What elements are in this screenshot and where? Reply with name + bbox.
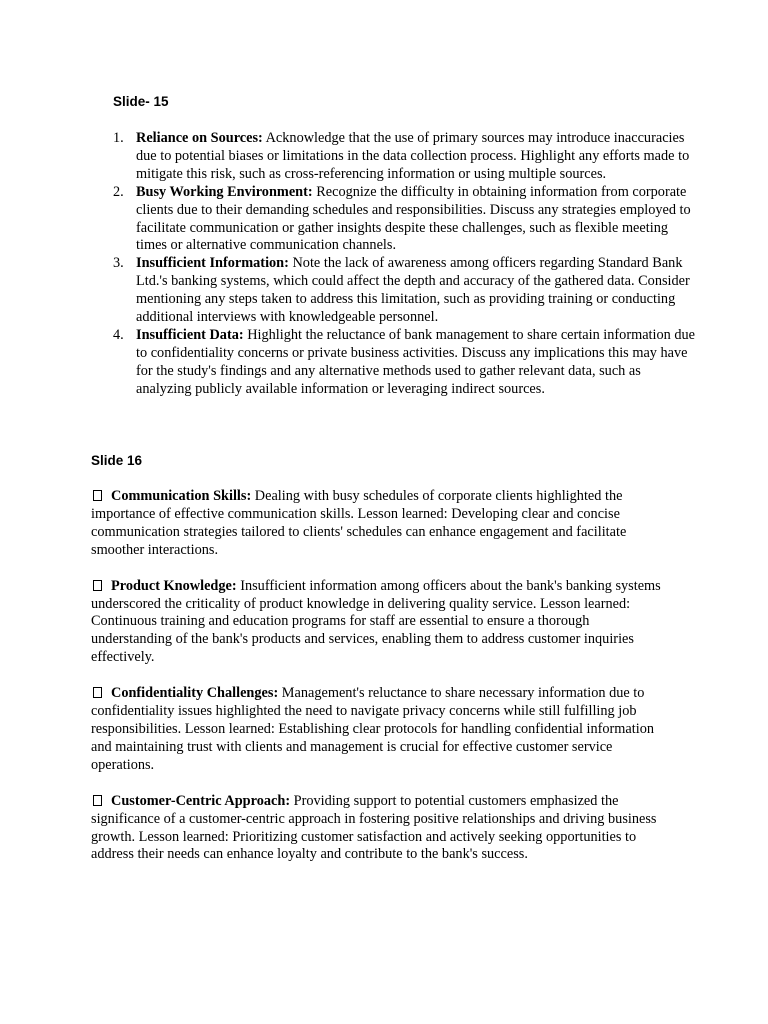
slide-16-heading: Slide 16 (91, 453, 143, 468)
slide-16-list (91, 488, 661, 882)
item-title: Customer-Centric Approach: (111, 792, 291, 809)
missing-glyph-bullet-icon (93, 490, 102, 501)
list-item (91, 578, 661, 668)
missing-glyph-bullet-icon (93, 580, 102, 591)
item-text: Providing support to potential customers emphasized the significance of a customer-centric approach in fostering positive relationships and driving business growth. Lesson learned: Prioritizing customer satisfaction and actively seeking opportunities to address their needs can enhance loyalty and contribute to the bank's success. (91, 792, 657, 863)
item-text: Note the lack of awareness among officers regarding Standard Bank Ltd.'s banking systems, which could affect the depth and accuracy of the gathered data. Consider mentioning any steps taken to address this limitation, such as providing training or conducting additional interviews with knowledgeable personnel. (136, 255, 690, 326)
item-title: Communication Skills: (111, 488, 252, 504)
item-number: 3. (113, 255, 124, 272)
list-item (91, 488, 661, 560)
missing-glyph-bullet-icon (93, 795, 102, 806)
item-text: Dealing with busy schedules of corporate clients highlighted the importance of effective communication skills. Lesson learned: Developing clear and concise communication strategies tailored to clients' schedules can enhance engagement and facilitate smoother interactions. (91, 488, 627, 558)
item-title: Insufficient Information: (136, 255, 289, 272)
missing-glyph-bullet-icon (93, 687, 102, 698)
list-item (113, 327, 698, 399)
item-text: Management's reluctance to share necessary information due to confidentiality issues highlighted the need to navigate privacy concerns while still fulfilling job responsibilities. Lesson learned: Establishing clear protocols for handling confidential information and maintaining trust with clients and management is crucial for effective customer service operations. (91, 685, 655, 773)
item-text: Recognize the difficulty in obtaining information from corporate clients due to their demanding schedules and responsibilities. Discuss any strategies employed to facilitate communication or gather insights despite these challenges, such as flexible meeting times or alternative communication channels. (136, 183, 691, 254)
item-number: 4. (113, 326, 124, 343)
list-item (113, 184, 698, 256)
slide-15-list (113, 130, 698, 399)
item-title: Reliance on Sources: (136, 130, 263, 146)
item-text: Highlight the reluctance of bank management to share certain information due to confidentiality concerns or private business activities. Discuss any implications this may have for the study's findings and any alternative methods used to gather relevant data, such as analyzing publicly available information or leveraging indirect sources. (136, 326, 696, 397)
item-title: Product Knowledge: (111, 577, 237, 594)
item-title: Confidentiality Challenges: (111, 685, 279, 702)
item-number: 1. (113, 130, 124, 146)
list-item (91, 685, 661, 775)
item-title: Insufficient Data: (136, 326, 244, 343)
item-number: 2. (113, 183, 124, 200)
slide-15-heading: Slide- 15 (113, 94, 169, 109)
list-item (113, 130, 698, 184)
list-item (91, 793, 661, 865)
item-text: Acknowledge that the use of primary sources may introduce inaccuracies due to potential biases or limitations in the data collection process. Highlight any efforts made to mitigate this risk, such as cross-referencing information or using multiple sources. (136, 130, 690, 182)
list-item (113, 255, 698, 327)
item-text: Insufficient information among officers about the bank's banking systems underscored the criticality of product knowledge in delivering quality service. Lesson learned: Continuous training and education programs for staff are essential to ensure a thorough understanding of the bank's products and services, enabling them to address customer inquiries effectively. (91, 577, 661, 666)
item-title: Busy Working Environment: (136, 183, 313, 200)
